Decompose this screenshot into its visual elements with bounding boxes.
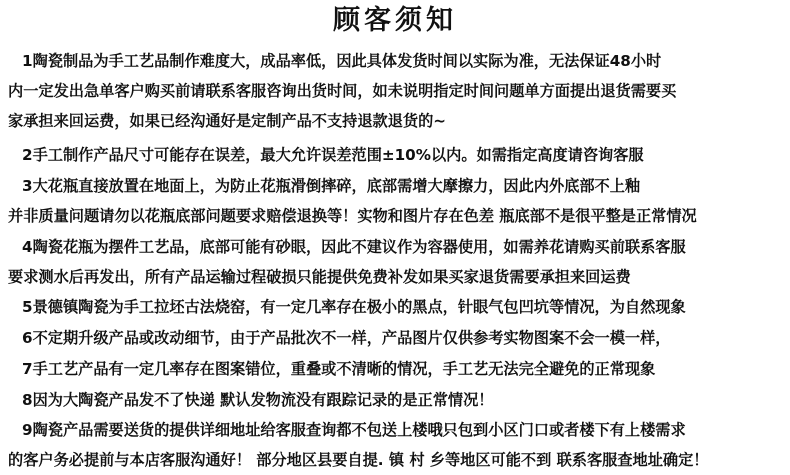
notice-line-2: 内一定发出急单客户购买前请联系客服咨询出货时间，如未说明指定时间问题单方面提出退货需要买 xyxy=(8,82,677,100)
notice-line-14: 的客户务必提前与本店客服沟通好！ 部分地区县要自提. 镇 村 乡等地区可能不到 联系客服查地址确定！ xyxy=(8,451,709,469)
notice-line-5: 3大花瓶直接放置在地面上，为防止花瓶滑倒摔碎，底部需增大摩擦力，因此内外底部不上釉 xyxy=(22,177,641,195)
notice-line-10: 6不定期升级产品或改动细节，由于产品批次不一样，产品图片仅供参考实物图案不会一模一样， xyxy=(22,329,671,347)
notice-line-11: 7手工艺产品有一定几率存在图案错位，重叠或不清晰的情况，手工艺无法完全避免的正常现象 xyxy=(22,360,656,378)
notice-line-12: 8因为大陶瓷产品发不了快递 默认发物流没有跟踪记录的是正常情况！ xyxy=(22,391,494,409)
page-title: 顾客须知 xyxy=(333,5,457,36)
notice-line-6: 并非质量问题请勿以花瓶底部问题要求赔偿退换等！实物和图片存在色差 瓶底部不是很平整是正常情况 xyxy=(8,207,697,225)
notice-line-7: 4陶瓷花瓶为摆件工艺品，底部可能有砂眼，因此不建议作为容器使用，如需养花请购买前联系客服 xyxy=(22,238,686,256)
notice-line-13: 9陶瓷产品需要送货的提供详细地址给客服查询都不包送上楼哦只包到小区门口或者楼下有上楼需求 xyxy=(22,421,686,439)
notice-line-3: 家承担来回运费，如果已经沟通好是定制产品不支持退款退货的~ xyxy=(8,112,446,130)
notice-line-4: 2手工制作产品尺寸可能存在误差，最大允许误差范围±10%以内。如需指定高度请咨询客服 xyxy=(22,146,644,164)
notice-line-9: 5景德镇陶瓷为手工拉坯古法烧窑，有一定几率存在极小的黑点，针眼气包凹坑等情况，为自然现象 xyxy=(22,298,686,316)
notice-line-1: 1陶瓷制品为手工艺品制作难度大，成品率低，因此具体发货时间以实际为准，无法保证48小时 xyxy=(22,52,662,70)
notice-line-8: 要求测水后再发出，所有产品运输过程破损只能提供免费补发如果买家退货需要承担来回运费 xyxy=(8,268,631,286)
